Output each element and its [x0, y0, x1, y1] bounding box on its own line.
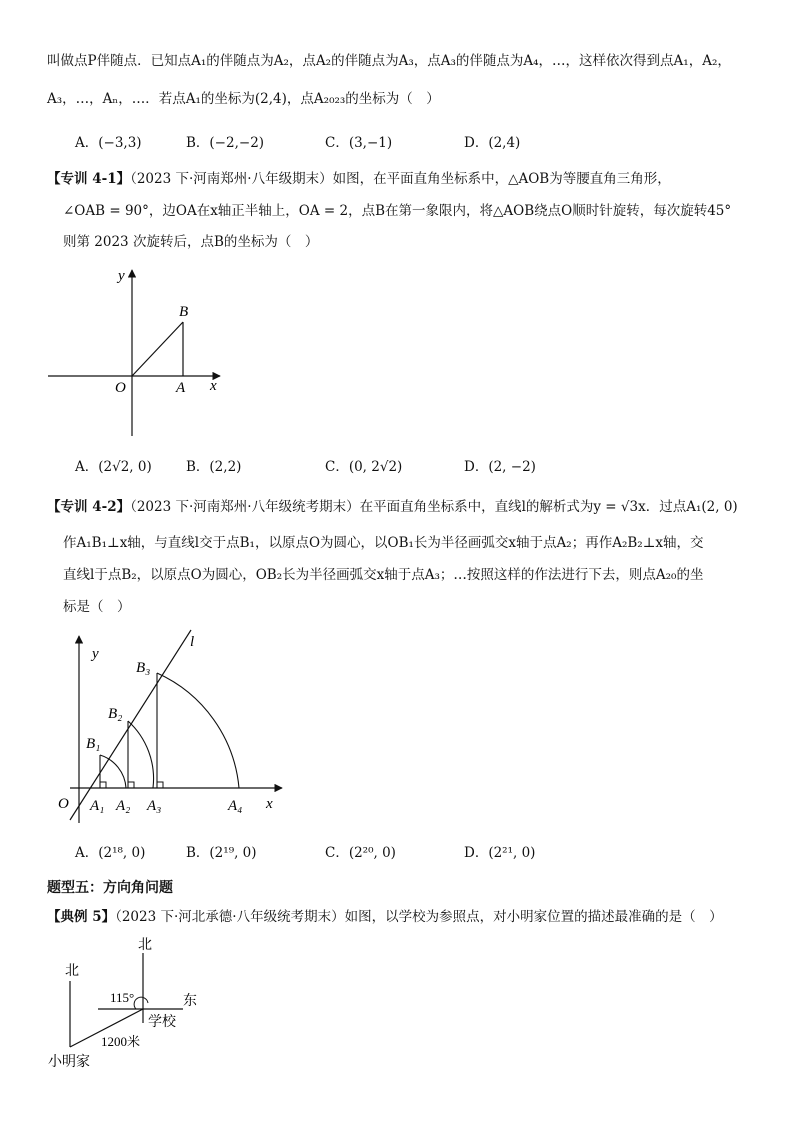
- option-c: C．(0, 2√2): [325, 459, 403, 475]
- example-5-line: 【典例 5】（2023 下·河北承德·八年级统考期末）如图，以学校为参照点，对小明家位置的描述最准确的是（ ）: [47, 909, 723, 925]
- option-a: A．(2¹⁸, 0): [75, 845, 146, 861]
- y-label: y: [118, 268, 125, 284]
- right-angle-3: [157, 782, 163, 788]
- right-angle-1: [100, 782, 106, 788]
- b-label: B: [179, 304, 189, 320]
- angle-label: 115°: [110, 990, 135, 1005]
- option-c: C．(3,−1): [325, 135, 393, 151]
- problem-42-line2: 作A₁B₁⊥x轴，与直线l交于点B₁，以原点O为圆心，以OB₁长为半径画弧交x轴于点A₂；再作A₂B₂⊥x轴，交: [63, 535, 704, 551]
- option-b: B．(2¹⁹, 0): [186, 845, 257, 861]
- a2-label: A₂: [116, 798, 131, 814]
- arc-3: [157, 673, 239, 788]
- b1-label: B₁: [86, 736, 101, 752]
- a4-label: A₄: [228, 798, 243, 814]
- option-c: C．(2²⁰, 0): [325, 845, 396, 861]
- angle-arc: [134, 997, 148, 1009]
- east-label: 东: [183, 994, 197, 1009]
- problem-tag: 【专训 4-2】: [47, 499, 131, 515]
- problem-tag: 【典例 5】: [47, 909, 116, 925]
- b2-label: B₂: [108, 706, 123, 722]
- o-label: O: [115, 380, 126, 396]
- o-label: O: [58, 796, 69, 812]
- question-line: 叫做点P伴随点．已知点A₁的伴随点为A₂，点A₂的伴随点为A₃，点A₃的伴随点为A₄，…，这样依次得到点A₁，A₂，: [47, 53, 731, 69]
- option-b: B．(2,2): [186, 459, 242, 475]
- y-label: y: [92, 646, 99, 662]
- option-b: B．(−2,−2): [186, 135, 265, 151]
- x-label: x: [266, 796, 273, 812]
- right-angle-2: [128, 782, 134, 788]
- north-label-home: 北: [65, 964, 79, 979]
- home-label: 小明家: [48, 1055, 90, 1070]
- figure-41-triangle: [45, 258, 235, 448]
- north-label-school: 北: [138, 938, 152, 953]
- segment-ob: [132, 322, 183, 376]
- school-label: 学校: [148, 1015, 176, 1030]
- a3-label: A₃: [147, 798, 162, 814]
- problem-tag: 【专训 4-1】: [47, 171, 131, 187]
- problem-42-line3: 直线l于点B₂，以原点O为圆心，OB₂长为半径画弧交x轴于点A₃；…按照这样的作法进行下去，则点A₂₀的坐: [63, 567, 704, 583]
- arc-1: [100, 755, 126, 788]
- option-d: D．(2, −2): [464, 459, 536, 475]
- l-label: l: [190, 634, 195, 650]
- distance-label: 1200米: [101, 1034, 141, 1049]
- option-d: D．(2²¹, 0): [464, 845, 536, 861]
- figure-42-arcs: [50, 628, 290, 828]
- option-a: A．(2√2, 0): [75, 459, 152, 475]
- a-label: A: [176, 380, 186, 396]
- line-l: [70, 630, 191, 820]
- arc-2: [128, 721, 154, 788]
- problem-42-line4: 标是（ ）: [63, 599, 131, 615]
- problem-42-line1: 【专训 4-2】（2023 下·河南郑州·八年级统考期末）在平面直角坐标系中，直线l的解析式为y = √3x．过点A₁(2, 0): [47, 499, 738, 515]
- figure-direction: [40, 935, 220, 1075]
- question-line: A₃，…，Aₙ，…．若点A₁的坐标为(2,4)，点A₂₀₂₃的坐标为（ ）: [47, 91, 440, 107]
- problem-41-line2: ∠OAB = 90°，边OA在x轴正半轴上，OA = 2，点B在第一象限内，将△AOB绕点O顺时针旋转，每次旋转45°: [63, 203, 732, 219]
- option-a: A．(−3,3): [75, 135, 142, 151]
- a1-label: A₁: [90, 798, 105, 814]
- problem-41-line1: 【专训 4-1】（2023 下·河南郑州·八年级期末）如图，在平面直角坐标系中，△AOB为等腰直角三角形，: [47, 171, 671, 187]
- problem-41-line3: 则第 2023 次旋转后，点B的坐标为（ ）: [63, 234, 319, 250]
- b3-label: B₃: [136, 660, 151, 676]
- option-d: D．(2,4): [464, 135, 521, 151]
- x-label: x: [210, 378, 217, 394]
- section-heading: 题型五：方向角问题: [47, 880, 173, 896]
